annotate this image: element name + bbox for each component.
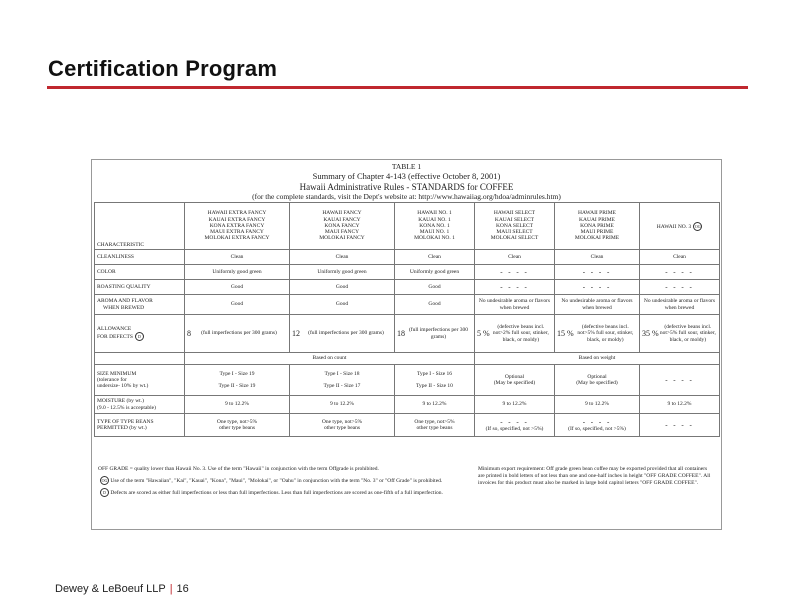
table-cell: Clean (290, 250, 395, 265)
table-cell: - - - - (555, 265, 640, 280)
table-cell: - - - - (555, 280, 640, 295)
table-cell: Good (395, 295, 475, 315)
table-cell (95, 353, 185, 365)
header-prime: HAWAII PRIME KAUAI PRIME KONA PRIME MAUI PRIME MOLOKAI PRIME (555, 203, 640, 250)
table-cell: Clean (555, 250, 640, 265)
table-cell: 9 to 12.2% (555, 396, 640, 414)
header-fancy: HAWAII FANCY KAUAI FANCY KONA FANCY MAUI FANCY MOLOKAI FANCY (290, 203, 395, 250)
row-label: AROMA AND FLAVOR WHEN BREWED (95, 295, 185, 315)
defects-mark-icon: D (100, 488, 109, 497)
row-label: MOISTURE (by wt.) (9.0 - 12.5% is acceptable) (95, 396, 185, 414)
table-cell: - - - - (640, 280, 720, 295)
table-cell: Optional (May be specified) (475, 365, 555, 396)
table-cell: - - - - (If so, specified, not >5%) (475, 414, 555, 437)
row-type-beans (95, 414, 720, 437)
standards-document (91, 159, 722, 530)
table-cell: Uniformly good green (395, 265, 475, 280)
row-cleanliness (95, 250, 720, 265)
footnotes-left (98, 466, 468, 497)
header-characteristic: CHARACTERISTIC (95, 203, 185, 250)
row-label: ALLOWANCE FOR DEFECTS D (95, 315, 185, 353)
table-cell: Clean (640, 250, 720, 265)
table-cell: Good (290, 295, 395, 315)
offgrade-mark-icon: OG (101, 478, 108, 484)
row-size-minimum (95, 365, 720, 396)
row-basis (95, 353, 720, 365)
table-cell: Type I - Size 16 Type II - Size 10 (395, 365, 475, 396)
table-cell: No undesirable aroma or flavors when brewed (475, 295, 555, 315)
table-cell: No undesirable aroma or flavors when brewed (555, 295, 640, 315)
table-cell: - - - - (640, 365, 720, 396)
table-cell: - - - - (640, 265, 720, 280)
doc-caption-summary: Summary of Chapter 4-143 (effective October 8, 2001) (312, 171, 501, 181)
row-roasting-quality (95, 280, 720, 295)
doc-caption-website: (for the complete standards, visit the Dept's website at: http://www.hawaiiag.org/hdoa/adminrules.htm) (252, 192, 561, 201)
table-cell: 9 to 12.2% (290, 396, 395, 414)
title-rule (47, 86, 748, 89)
table-cell: - - - - (475, 280, 555, 295)
table-cell: Good (185, 280, 290, 295)
table-cell: Type I - Size 18 Type II - Size 17 (290, 365, 395, 396)
row-label: CLEANLINESS (95, 250, 185, 265)
offgrade-mark-icon: OG (694, 223, 701, 229)
table-cell: 9 to 12.2% (475, 396, 555, 414)
row-label: TYPE OF TYPE BEANS PERMITTED (by wt.) (95, 414, 185, 437)
table-cell: Optional (May be specified) (555, 365, 640, 396)
row-label: COLOR (95, 265, 185, 280)
table-cell: One type, not>5% other type beans (185, 414, 290, 437)
page-number: 16 (176, 583, 189, 595)
doc-caption-table-number: TABLE 1 (391, 162, 422, 171)
basis-count: Based on count (185, 353, 475, 365)
table-cell: Good (185, 295, 290, 315)
export-requirement-note: Minimum export requirement: Off grade green bean coffee may be exported provided that all containers are printed in bold letters of not less than one and one-half inches in height "OFF GRADE COFFEE". All invoices for this product must also be marked in large bold capitol letters "OFF GRADE COFFEE". (478, 466, 711, 487)
firm-name: Dewey & LeBoeuf LLP (55, 583, 166, 595)
doc-caption-title: Hawaii Administrative Rules - STANDARDS for COFFEE (299, 182, 514, 192)
header-no1: HAWAII NO. 1 KAUAI NO. 1 KONA NO. 1 MAUI NO. 1 MOLOKAI NO. 1 (395, 203, 475, 250)
table-cell: - - - - (If so, specified, not >5%) (555, 414, 640, 437)
header-no3: HAWAII NO. 3 OG (640, 203, 720, 250)
table-cell: Good (290, 280, 395, 295)
table-cell: Uniformly good green (185, 265, 290, 280)
table-cell: No undesirable aroma or flavors when brewed (640, 295, 720, 315)
slide-footer (55, 583, 189, 595)
table-cell: 12 (full imperfections per 300 grams) (290, 315, 395, 353)
table-cell: 8 (full imperfections per 300 grams) (185, 315, 290, 353)
table-cell: 9 to 12.2% (185, 396, 290, 414)
row-moisture (95, 396, 720, 414)
table-cell: - - - - (475, 265, 555, 280)
row-label: ROASTING QUALITY (95, 280, 185, 295)
defects-note: D Defects are scored as either full imperfections or less than full imperfections. Less than full imperfections are scored as one-fifth of a full imperfection. (98, 488, 468, 497)
coffee-standards-table (94, 202, 720, 437)
table-cell: Clean (185, 250, 290, 265)
table-cell: Clean (395, 250, 475, 265)
header-row (95, 203, 720, 250)
term-use-note: OG Use of the term "Hawaiian", "Kai", "Kauai", "Kona", "Maui", "Molokai", or "Oahu" in conjunction with the term "No. 3" or "Off Grade" is prohibited. (101, 477, 443, 484)
table-cell: One type, not>5% other type beans (290, 414, 395, 437)
offgrade-note: OFF GRADE = quality lower than Hawaii No. 3. Use of the term "Hawaii" in conjunction with the term Offgrade is prohibited. (98, 466, 379, 472)
row-aroma-flavor (95, 295, 720, 315)
footer-separator: | (169, 583, 173, 595)
table-cell: 9 to 12.2% (395, 396, 475, 414)
header-extra-fancy: HAWAII EXTRA FANCY KAUAI EXTRA FANCY KONA EXTRA FANCY MAUI EXTRA FANCY MOLOKAI EXTRA FANCY (185, 203, 290, 250)
table-cell: 5 % (defective beans incl. not>2% full sour, stinker, black, or moldy) (475, 315, 555, 353)
header-select: HAWAII SELECT KAUAI SELECT KONA SELECT MAUI SELECT MOLOKAI SELECT (475, 203, 555, 250)
doc-footnotes (94, 466, 719, 526)
table-cell: 18 (full imperfections per 300 grams) (395, 315, 475, 353)
defects-mark-icon: D (135, 332, 144, 341)
table-cell: Good (395, 280, 475, 295)
table-cell: 9 to 12.2% (640, 396, 720, 414)
basis-weight: Based on weight (475, 353, 720, 365)
table-cell: 15 % (defective beans incl. not>5% full sour, stinker, black, or moldy) (555, 315, 640, 353)
table-cell: 35 % (defective beans incl. not>5% full sour, stinker, black, or moldy) (640, 315, 720, 353)
table-cell: Uniformly good green (290, 265, 395, 280)
table-cell: Type I - Size 19 Type II - Size 19 (185, 365, 290, 396)
table-cell: Clean (475, 250, 555, 265)
row-color (95, 265, 720, 280)
row-label: SIZE MINIMUM (tolerance for undersize- 10% by wt.) (95, 365, 185, 396)
slide-title: Certification Program (48, 56, 278, 81)
table-cell: - - - - (640, 414, 720, 437)
row-allowance-defects (95, 315, 720, 353)
table-cell: One type, not>5% other type beans (395, 414, 475, 437)
